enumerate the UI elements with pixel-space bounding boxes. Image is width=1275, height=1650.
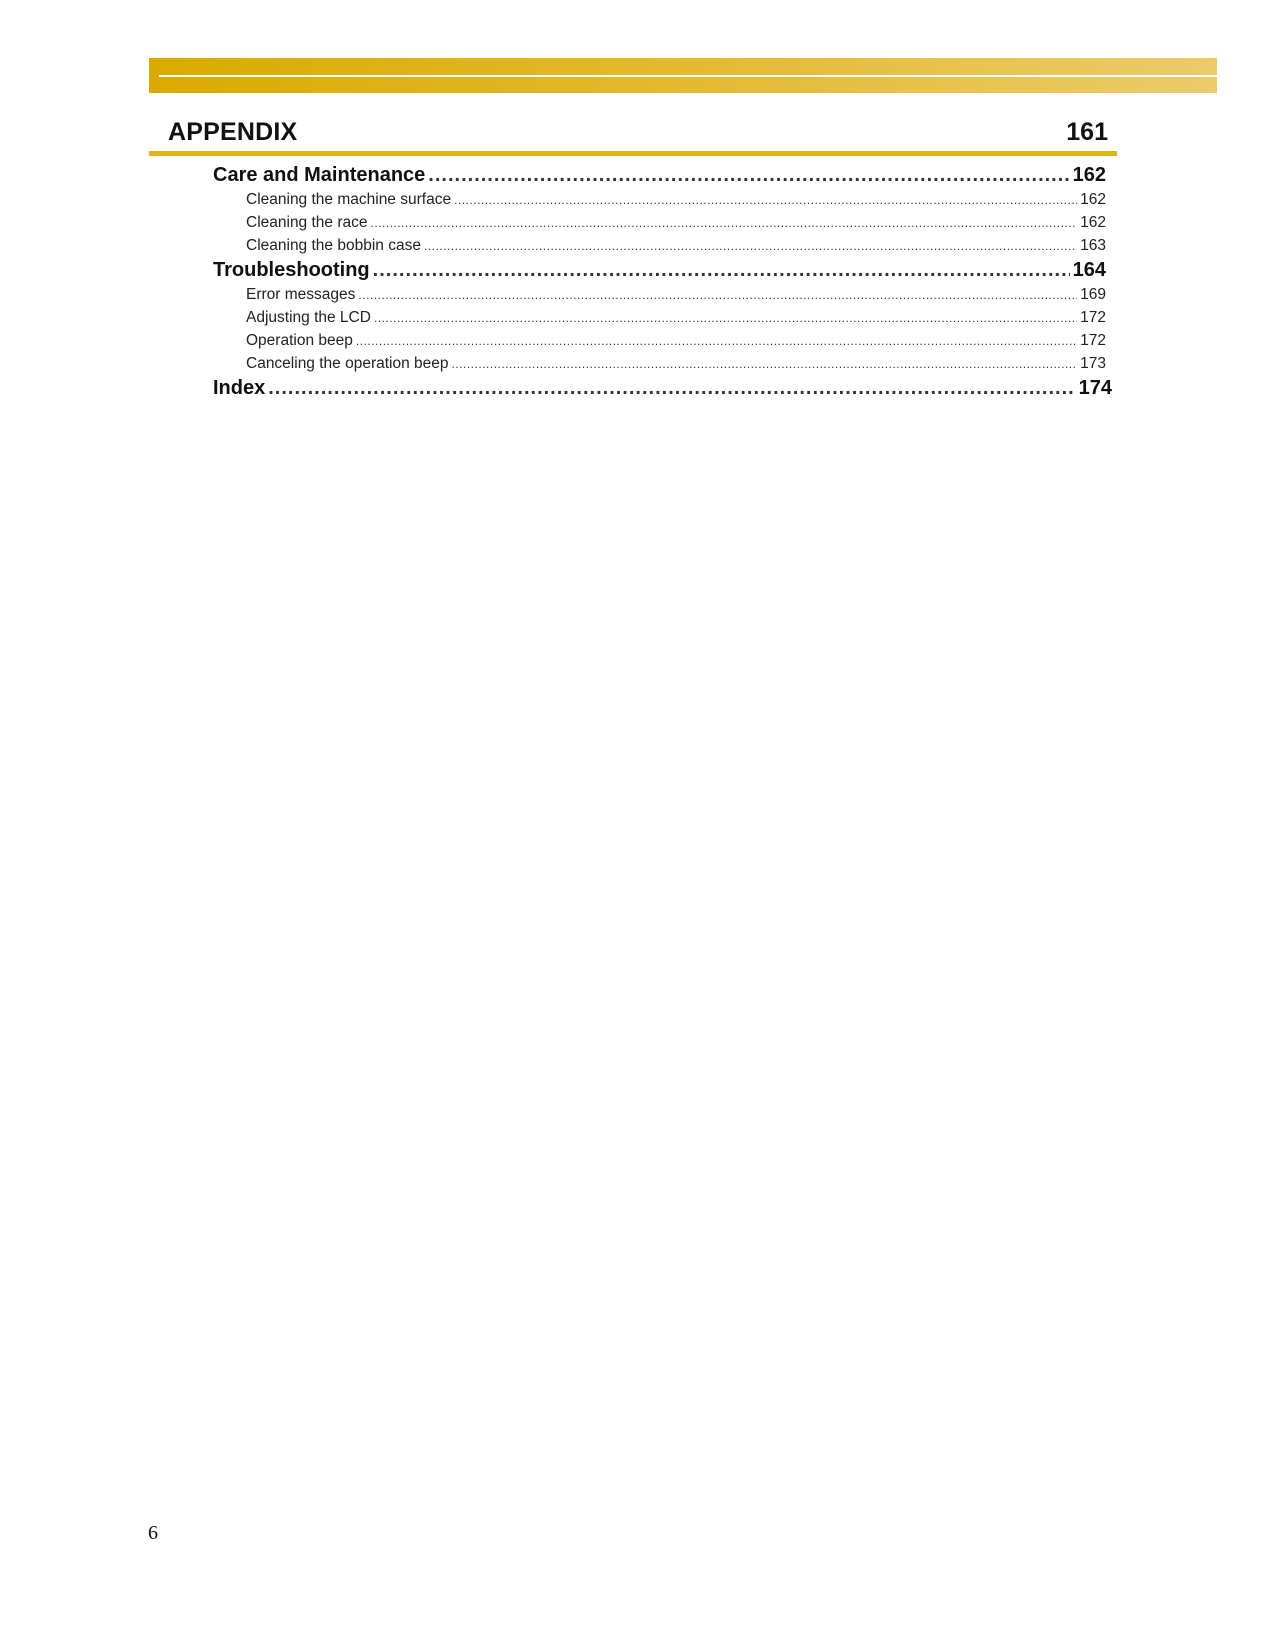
toc-entry-canceling-operation-beep[interactable]: [213, 352, 1112, 375]
dot-leader: [424, 235, 1077, 258]
dot-leader: [268, 375, 1075, 401]
table-of-contents: [213, 162, 1112, 401]
dot-leader: [454, 189, 1077, 212]
toc-entry-page: 174: [1078, 377, 1112, 399]
toc-entry-label: Care and Maintenance: [213, 164, 426, 186]
dot-leader: [373, 257, 1070, 283]
toc-entry-page: 164: [1072, 259, 1106, 281]
toc-entry-page: 162: [1072, 164, 1106, 186]
section-title: APPENDIX: [168, 118, 298, 146]
toc-entry-troubleshooting[interactable]: [213, 257, 1112, 283]
toc-entry-label: Adjusting the LCD: [246, 309, 371, 326]
toc-entry-cleaning-race[interactable]: [213, 211, 1112, 234]
dot-leader: [371, 212, 1078, 235]
toc-entry-label: Cleaning the race: [246, 214, 368, 231]
dot-leader: [356, 330, 1077, 353]
header-band: [149, 58, 1217, 93]
toc-entry-label: Error messages: [246, 286, 356, 303]
toc-entry-label: Index: [213, 377, 266, 399]
header-band-line: [159, 75, 1217, 77]
toc-entry-cleaning-machine-surface[interactable]: [213, 188, 1112, 211]
page-number: 6: [148, 1522, 158, 1544]
toc-entry-care-and-maintenance[interactable]: [213, 162, 1112, 188]
toc-entry-operation-beep[interactable]: [213, 329, 1112, 352]
toc-entry-page: 169: [1080, 286, 1106, 303]
toc-entry-page: 163: [1080, 237, 1106, 254]
dot-leader: [358, 284, 1077, 307]
dot-leader: [374, 307, 1077, 330]
section-page-number: 161: [1066, 118, 1108, 146]
toc-entry-label: Operation beep: [246, 332, 353, 349]
section-heading: [149, 112, 1117, 156]
toc-entry-page: 162: [1080, 214, 1106, 231]
section-rule: [149, 151, 1117, 156]
toc-entry-page: 172: [1080, 309, 1106, 326]
toc-entry-cleaning-bobbin-case[interactable]: [213, 234, 1112, 257]
toc-entry-label: Cleaning the bobbin case: [246, 237, 421, 254]
dot-leader: [428, 162, 1069, 188]
toc-entry-index[interactable]: [213, 375, 1112, 401]
toc-entry-error-messages[interactable]: [213, 283, 1112, 306]
toc-entry-label: Canceling the operation beep: [246, 355, 449, 372]
toc-entry-label: Cleaning the machine surface: [246, 191, 452, 208]
toc-entry-adjusting-lcd[interactable]: [213, 306, 1112, 329]
dot-leader: [452, 353, 1078, 376]
toc-entry-page: 172: [1080, 332, 1106, 349]
toc-entry-page: 173: [1080, 355, 1106, 372]
toc-entry-page: 162: [1080, 191, 1106, 208]
toc-entry-label: Troubleshooting: [213, 259, 370, 281]
